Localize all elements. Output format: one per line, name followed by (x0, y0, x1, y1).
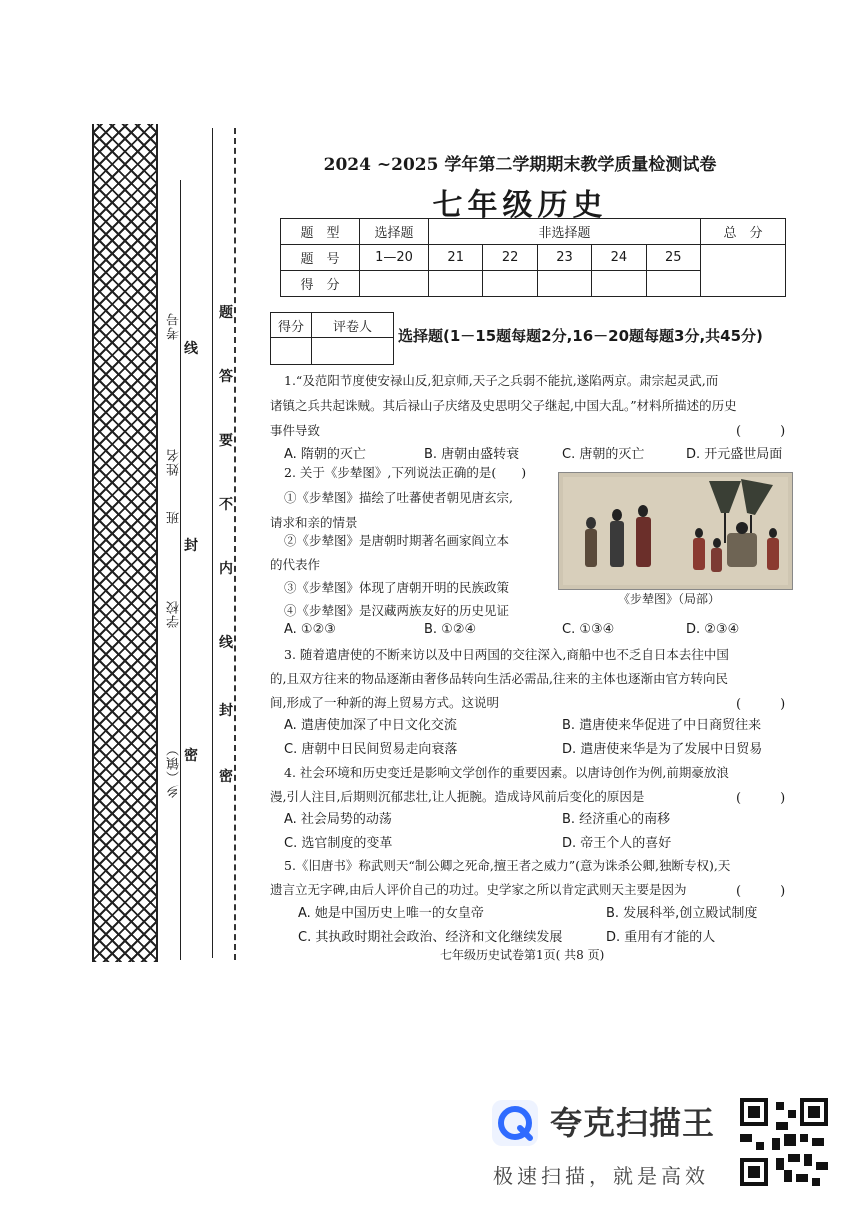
binding-cut-line (234, 128, 236, 960)
table-cell: 1—20 (360, 245, 429, 271)
page-footer: 七年级历史试卷第1页( 共8 页) (440, 948, 605, 962)
binding-field-name: 姓名 (167, 448, 182, 476)
question-4-option-c[interactable]: C. 选官制度的变革 (284, 836, 393, 851)
qr-code-icon (736, 1094, 832, 1190)
binding-field-school: 学校 (167, 600, 182, 628)
binding-seal-line (212, 128, 213, 958)
question-5-line-2: 遗言立无字碑,由后人评价自己的功过。史学家之所以肯定武则天主要是因为 (270, 882, 687, 897)
table-cell: 22 (483, 245, 537, 271)
table-cell: 24 (592, 245, 646, 271)
seal-outer-xian: 线 (184, 341, 198, 357)
question-2-option-c[interactable]: C. ①③④ (562, 622, 615, 637)
question-3-option-b[interactable]: B. 遣唐使来华促进了中日商贸往来 (562, 718, 762, 733)
painting-illustration (559, 473, 792, 589)
question-1-option-a[interactable]: A. 隋朝的灭亡 (284, 447, 366, 462)
question-3-line-1: 3. 随着遣唐使的不断来访以及中日两国的交往深入,商船中也不乏自日本去往中国 (284, 647, 729, 662)
table-header-cell: 总 分 (701, 219, 786, 245)
section-heading: 选择题(1－15题每题2分,16－20题每题3分,共45分) (398, 327, 763, 345)
question-3-line-3: 间,形成了一种新的海上贸易方式。这说明 (270, 695, 499, 710)
question-3-line-2: 的,且双方往来的物品逐渐由奢侈品转向生活必需品,往来的主体也逐渐由官方转向民 (270, 671, 728, 686)
answer-blank[interactable]: ( ) (736, 791, 786, 806)
scanner-slogan: 极速扫描，就是高效 (493, 1164, 709, 1188)
table-cell: 23 (537, 245, 591, 271)
seal-char-yao: 要 (219, 433, 233, 449)
scanner-app-name: 夸克扫描王 (550, 1104, 716, 1142)
score-input-cell[interactable] (592, 271, 646, 297)
seal-char-bu: 不 (219, 497, 233, 513)
question-2-statement-2: ②《步辇图》是唐朝时期著名画家阎立本 (284, 533, 510, 548)
question-4-option-b[interactable]: B. 经济重心的南移 (562, 812, 671, 827)
question-1-line-3: 事件导致 (270, 423, 321, 438)
grader-name-label: 评卷人 (312, 313, 394, 338)
question-5-option-b[interactable]: B. 发展科举,创立殿试制度 (606, 906, 758, 921)
table-header-cell: 非选择题 (429, 219, 701, 245)
seal-char-ti: 题 (219, 305, 233, 321)
grader-table (270, 312, 394, 365)
question-1-option-b[interactable]: B. 唐朝由盛转衰 (424, 447, 520, 462)
painting-caption: 《步辇图》（局部） (618, 592, 721, 606)
seal-outer-mi: 密 (184, 748, 198, 764)
seal-char-xian: 线 (219, 635, 233, 651)
seal-outer-feng: 封 (184, 538, 198, 554)
question-1-line-1: 1.“及范阳节度使安禄山反,犯京师,天子之兵弱不能抗,遂陷两京。肃宗起灵武,而 (284, 373, 719, 388)
question-2-option-a[interactable]: A. ①②③ (284, 622, 336, 637)
question-3-option-c[interactable]: C. 唐朝中日民间贸易走向衰落 (284, 742, 458, 757)
score-table (280, 218, 786, 297)
seal-char-da: 答 (219, 369, 233, 385)
question-2-statement-1-cont: 请求和亲的情景 (270, 515, 358, 530)
total-score-cell[interactable] (701, 245, 786, 297)
binding-field-town: 乡（镇） (167, 742, 182, 798)
grader-score-label: 得分 (271, 313, 312, 338)
score-input-cell[interactable] (483, 271, 537, 297)
question-2-option-d[interactable]: D. ②③④ (686, 622, 740, 637)
score-input-cell[interactable] (429, 271, 483, 297)
score-input-cell[interactable] (646, 271, 700, 297)
question-4-option-d[interactable]: D. 帝王个人的喜好 (562, 836, 672, 851)
binding-info-line (180, 180, 181, 960)
exam-subject: 七年级历史 (432, 188, 608, 223)
score-input-cell[interactable] (360, 271, 429, 297)
binding-field-id: 考号 (167, 312, 182, 340)
exam-title: 2024 ~2025 学年第二学期期末教学质量检测试卷 (323, 155, 717, 175)
question-2-statement-4: ④《步辇图》是汉藏两族友好的历史见证 (284, 603, 510, 618)
question-5-option-d[interactable]: D. 重用有才能的人 (606, 930, 716, 945)
question-5-option-a[interactable]: A. 她是中国历史上唯一的女皇帝 (298, 906, 484, 921)
answer-blank[interactable]: ( ) (736, 697, 786, 712)
seal-char-mi: 密 (219, 769, 233, 785)
seal-char-nei: 内 (219, 561, 233, 577)
binding-pattern-strip (92, 124, 158, 962)
bunian-painting-image (558, 472, 793, 590)
question-3-option-d[interactable]: D. 遣唐使来华是为了发展中日贸易 (562, 742, 763, 757)
score-table-row (281, 219, 786, 245)
table-header-cell: 得 分 (281, 271, 360, 297)
table-header-cell: 题 号 (281, 245, 360, 271)
answer-blank[interactable]: ( ) (736, 424, 786, 439)
table-header-cell: 选择题 (360, 219, 429, 245)
binding-field-class: 班 (167, 510, 182, 524)
question-4-option-a[interactable]: A. 社会局势的动荡 (284, 812, 392, 827)
quark-scanner-logo-icon (492, 1100, 538, 1146)
question-5-line-1: 5.《旧唐书》称武则天“制公卿之死命,擅王者之威力”(意为诛杀公卿,独断专权),天 (284, 858, 731, 873)
question-4-line-2: 漫,引人注目,后期则沉郁悲壮,让人扼腕。造成诗风前后变化的原因是 (270, 789, 645, 804)
question-1-line-2: 诸镇之兵共起诛贼。其后禄山子庆绪及史思明父子继起,中国大乱。”材料所描述的历史 (270, 398, 737, 413)
answer-blank[interactable]: ( ) (736, 884, 786, 899)
question-2-statement-2-cont: 的代表作 (270, 557, 321, 572)
score-table-row (281, 245, 786, 271)
seal-char-feng: 封 (219, 703, 233, 719)
table-cell: 25 (646, 245, 700, 271)
table-cell: 21 (429, 245, 483, 271)
question-1-option-c[interactable]: C. 唐朝的灭亡 (562, 447, 645, 462)
question-2-option-b[interactable]: B. ①②④ (424, 622, 477, 637)
question-2-statement-3: ③《步辇图》体现了唐朝开明的民族政策 (284, 580, 510, 595)
question-3-option-a[interactable]: A. 遣唐使加深了中日文化交流 (284, 718, 457, 733)
question-4-line-1: 4. 社会环境和历史变迁是影响文学创作的重要因素。以唐诗创作为例,前期豪放浪 (284, 765, 729, 780)
score-input-cell[interactable] (537, 271, 591, 297)
question-2-statement-1: ①《步辇图》描绘了吐蕃使者朝见唐玄宗, (284, 490, 513, 505)
grader-score-cell[interactable] (271, 338, 312, 365)
grader-name-cell[interactable] (312, 338, 394, 365)
question-5-option-c[interactable]: C. 其执政时期社会政治、经济和文化继续发展 (298, 930, 563, 945)
question-1-option-d[interactable]: D. 开元盛世局面 (686, 447, 783, 462)
question-2-stem: 2. 关于《步辇图》,下列说法正确的是( ) (284, 465, 527, 480)
table-header-cell: 题 型 (281, 219, 360, 245)
